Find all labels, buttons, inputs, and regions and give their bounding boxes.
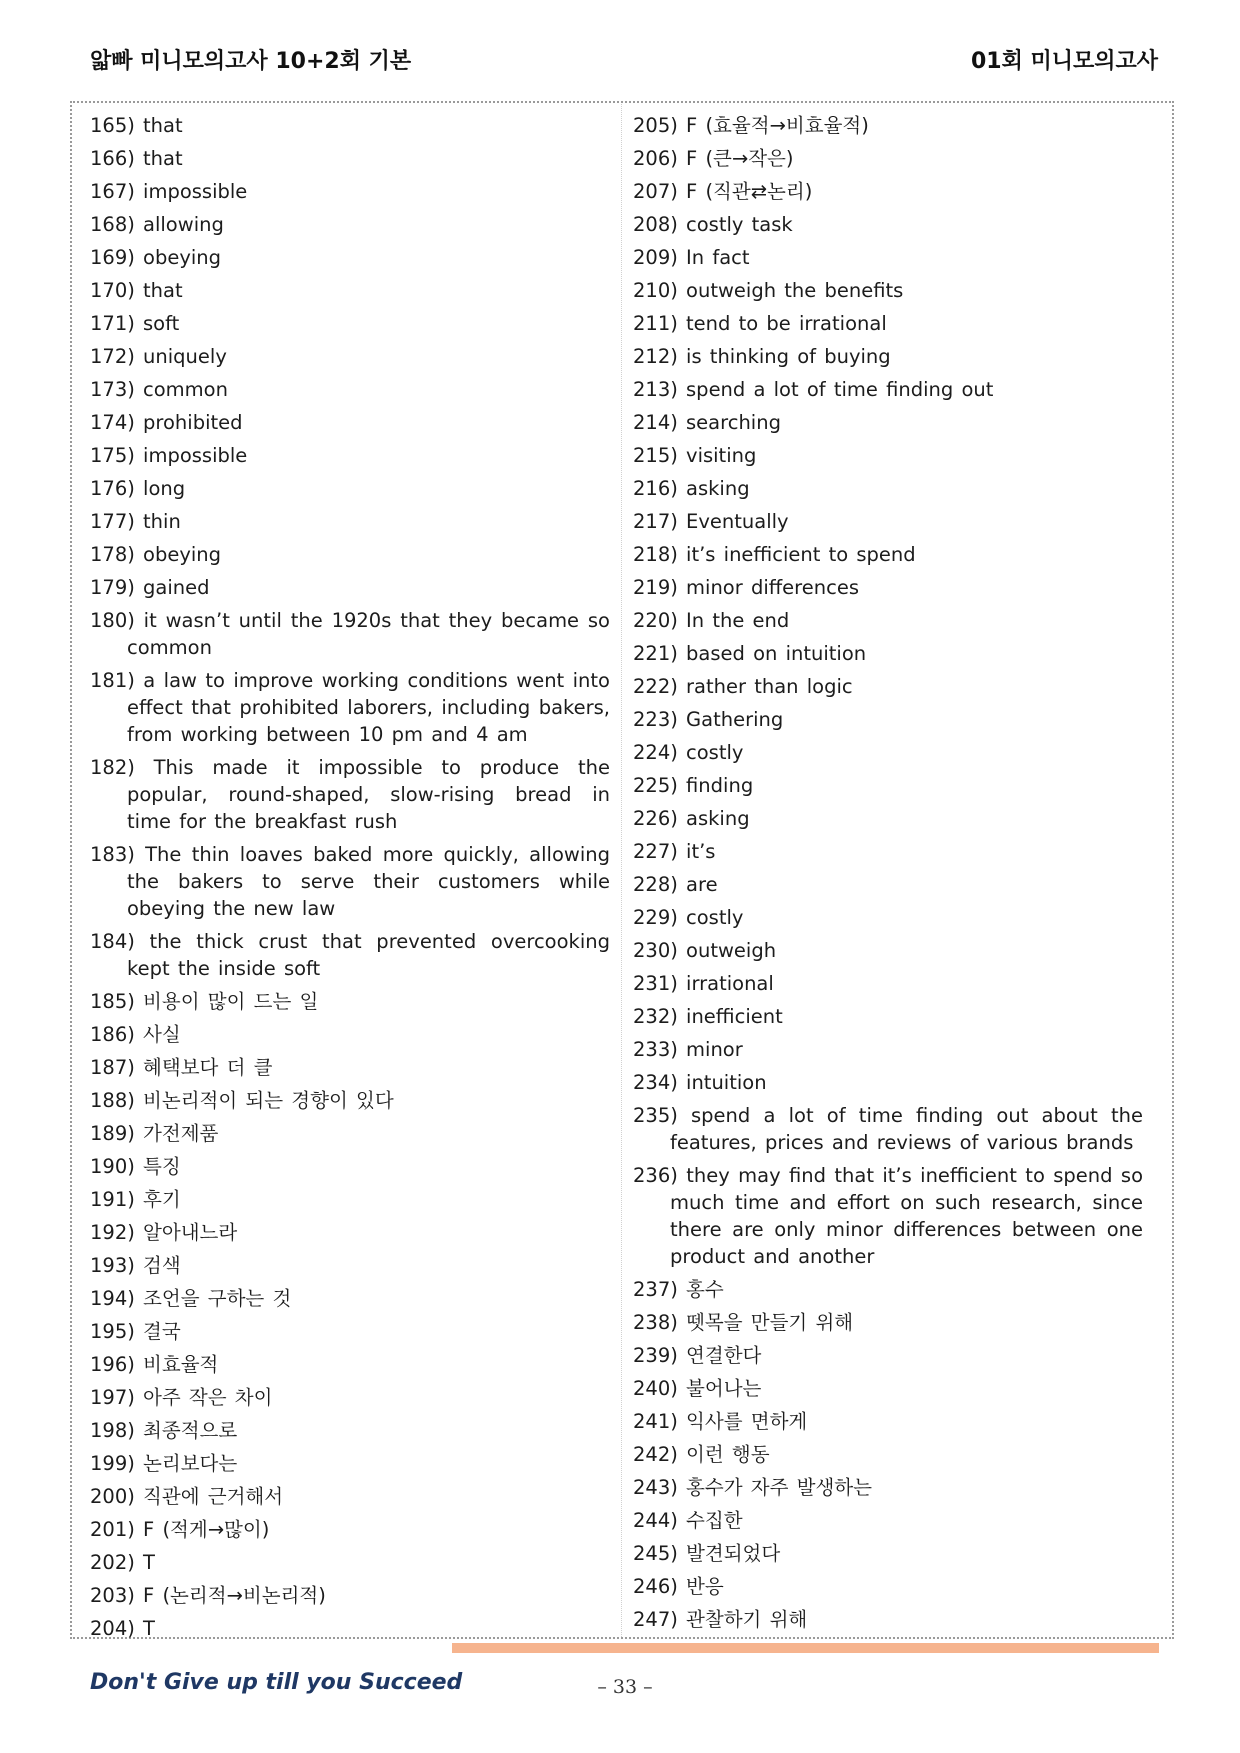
answer-item: 170) that <box>90 279 183 302</box>
answer-item: 211) tend to be irrational <box>633 312 887 335</box>
footer-motto: Don't Give up till you Succeed <box>90 1670 463 1695</box>
answer-item: 210) outweigh the benefits <box>633 279 904 302</box>
answer-item: 237) 홍수 <box>633 1278 724 1301</box>
answer-item: 189) 가전제품 <box>90 1122 219 1145</box>
answer-item: 213) spend a lot of time finding out <box>633 378 994 401</box>
answer-item: 232) inefficient <box>633 1005 783 1028</box>
answer-item: 177) thin <box>90 510 181 533</box>
answer-item: 175) impossible <box>90 444 248 467</box>
answer-item: 187) 혜택보다 더 클 <box>90 1056 273 1079</box>
answer-item: 183) The thin loaves baked more quickly, allowing the bakers to serve their customers while obeying the new law <box>90 843 610 920</box>
answer-item: 167) impossible <box>90 180 248 203</box>
answer-item: 228) are <box>633 873 718 896</box>
answer-item: 178) obeying <box>90 543 222 566</box>
answer-item: 219) minor differences <box>633 576 859 599</box>
answer-item: 198) 최종적으로 <box>90 1419 238 1442</box>
answer-item: 230) outweigh <box>633 939 777 962</box>
answer-item: 195) 결국 <box>90 1320 181 1343</box>
answer-item: 226) asking <box>633 807 750 830</box>
answer-item: 188) 비논리적이 되는 경향이 있다 <box>90 1089 394 1112</box>
answer-item: 223) Gathering <box>633 708 784 731</box>
answer-item: 218) it’s inefficient to spend <box>633 543 916 566</box>
answer-column-left <box>90 112 610 1648</box>
answer-item: 174) prohibited <box>90 411 243 434</box>
answer-item: 191) 후기 <box>90 1188 181 1211</box>
answer-item: 181) a law to improve working conditions went into effect that prohibited laborers, including bakers, from working between 10 pm and 4 am <box>90 669 610 746</box>
answer-item: 199) 논리보다는 <box>90 1452 238 1475</box>
answer-item: 172) uniquely <box>90 345 227 368</box>
answer-item: 194) 조언을 구하는 것 <box>90 1287 292 1310</box>
answer-item: 247) 관찰하기 위해 <box>633 1608 808 1631</box>
answer-item: 215) visiting <box>633 444 757 467</box>
answer-item: 231) irrational <box>633 972 774 995</box>
answer-column-right <box>633 112 1143 1639</box>
answer-item: 200) 직관에 근거해서 <box>90 1485 284 1508</box>
answer-item: 233) minor <box>633 1038 743 1061</box>
answer-item: 241) 익사를 면하게 <box>633 1410 808 1433</box>
answer-item: 243) 홍수가 자주 발생하는 <box>633 1476 872 1499</box>
answer-item: 221) based on intuition <box>633 642 867 665</box>
answer-item: 238) 뗏목을 만들기 위해 <box>633 1311 854 1334</box>
answer-item: 209) In fact <box>633 246 750 269</box>
footer-accent-bar <box>452 1643 1159 1653</box>
answer-item: 246) 반응 <box>633 1575 724 1598</box>
answer-item: 205) F (효율적→비효율적) <box>633 114 869 137</box>
answer-item: 180) it wasn’t until the 1920s that they became so common <box>90 609 610 659</box>
answer-item: 202) T <box>90 1551 155 1574</box>
answer-item: 235) spend a lot of time finding out about the features, prices and reviews of various brands <box>633 1104 1143 1154</box>
answer-item: 224) costly <box>633 741 744 764</box>
answer-item: 207) F (직관⇄논리) <box>633 180 813 203</box>
answer-item: 171) soft <box>90 312 180 335</box>
answer-item: 204) T <box>90 1617 155 1640</box>
answer-item: 229) costly <box>633 906 744 929</box>
answer-item: 168) allowing <box>90 213 224 236</box>
answer-item: 176) long <box>90 477 186 500</box>
answer-item: 166) that <box>90 147 183 170</box>
answer-item: 186) 사실 <box>90 1023 181 1046</box>
answer-item: 245) 발견되었다 <box>633 1542 781 1565</box>
answer-item: 182) This made it impossible to produce the popular, round-shaped, slow-rising bread in time for the breakfast rush <box>90 756 610 833</box>
answer-item: 216) asking <box>633 477 750 500</box>
answer-item: 190) 특징 <box>90 1155 181 1178</box>
answer-item: 165) that <box>90 114 183 137</box>
answer-item: 220) In the end <box>633 609 790 632</box>
answer-item: 217) Eventually <box>633 510 789 533</box>
page-number: – 33 – <box>597 1676 653 1698</box>
answer-item: 185) 비용이 많이 드는 일 <box>90 990 319 1013</box>
answer-item: 197) 아주 작은 차이 <box>90 1386 273 1409</box>
answer-item: 203) F (논리적→비논리적) <box>90 1584 326 1607</box>
answer-item: 240) 불어나는 <box>633 1377 762 1400</box>
answer-item: 244) 수집한 <box>633 1509 743 1532</box>
answer-item: 242) 이런 행동 <box>633 1443 770 1466</box>
answer-item: 184) the thick crust that prevented overcooking kept the inside soft <box>90 930 610 980</box>
answer-item: 193) 검색 <box>90 1254 181 1277</box>
answer-item: 192) 알아내느라 <box>90 1221 238 1244</box>
answer-item: 173) common <box>90 378 228 401</box>
exam-round-title: 01회 미니모의고사 <box>970 49 1158 74</box>
answer-item: 225) finding <box>633 774 754 797</box>
answer-item: 179) gained <box>90 576 210 599</box>
answer-item: 206) F (큰→작은) <box>633 147 794 170</box>
document-header-title: 앏빠 미니모의고사 10+2회 기본 <box>90 49 412 74</box>
column-divider <box>621 104 622 1637</box>
answer-item: 196) 비효율적 <box>90 1353 219 1376</box>
answer-item: 222) rather than logic <box>633 675 853 698</box>
answer-item: 234) intuition <box>633 1071 767 1094</box>
answer-item: 212) is thinking of buying <box>633 345 891 368</box>
answer-item: 208) costly task <box>633 213 793 236</box>
answer-item: 169) obeying <box>90 246 222 269</box>
answer-item: 236) they may find that it’s inefficient to spend so much time and effort on such research, since there are only minor differences between one product and another <box>633 1164 1143 1268</box>
answer-item: 227) it’s <box>633 840 716 863</box>
answer-item: 214) searching <box>633 411 781 434</box>
answer-item: 239) 연결한다 <box>633 1344 762 1367</box>
answer-item: 201) F (적게→많이) <box>90 1518 270 1541</box>
